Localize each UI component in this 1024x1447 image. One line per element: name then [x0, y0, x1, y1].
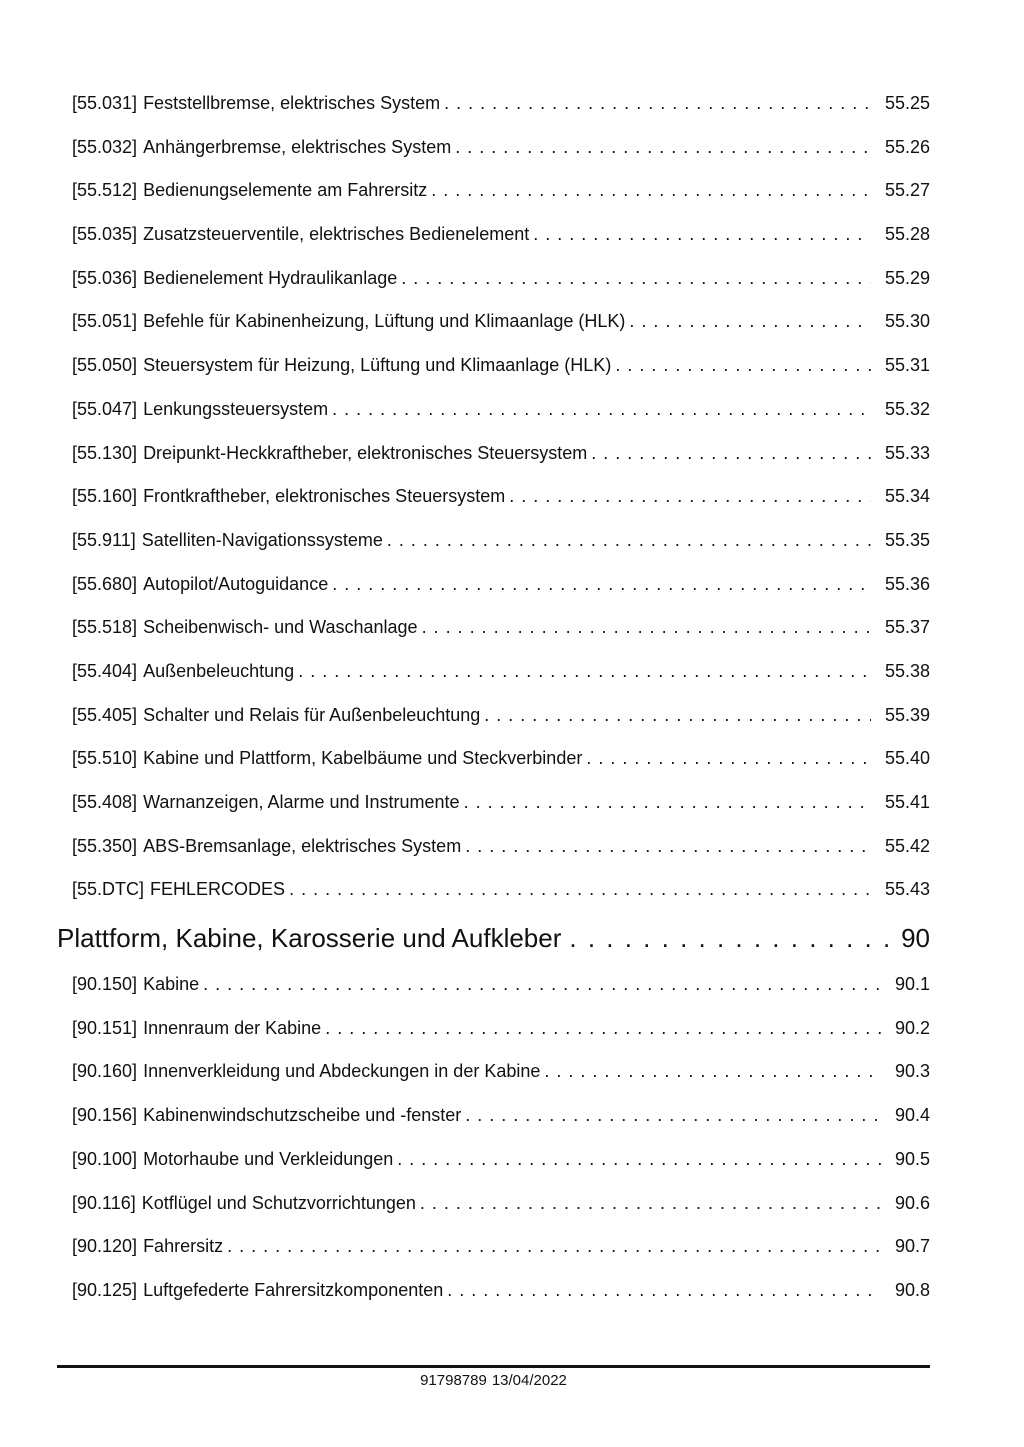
- entry-section-code: [90.125]: [72, 1279, 138, 1300]
- entry-page-number: 90.8: [894, 1279, 930, 1300]
- toc-entry: [72, 574, 930, 594]
- entry-page-number: 90.4: [894, 1105, 930, 1126]
- dot-leader: [332, 399, 871, 419]
- chapter-page-number: 90: [901, 923, 930, 954]
- dot-leader: [332, 574, 871, 594]
- entry-title: Bedienelement Hydraulikanlage: [143, 267, 398, 288]
- entry-section-code: [90.151]: [72, 1017, 138, 1038]
- dot-leader: [544, 1061, 881, 1081]
- dot-leader: [444, 93, 871, 113]
- toc-entry: [72, 1236, 930, 1256]
- dot-leader: [465, 836, 871, 856]
- entry-section-code: [90.100]: [72, 1148, 138, 1169]
- dot-leader: [464, 792, 871, 812]
- entry-page-number: 55.26: [884, 136, 930, 157]
- toc-entry: [72, 661, 930, 681]
- entry-title: Anhängerbremse, elektrisches System: [143, 136, 452, 157]
- entry-page-number: 55.33: [884, 442, 930, 463]
- entry-section-code: [90.160]: [72, 1061, 138, 1082]
- entry-section-code: [55.512]: [72, 180, 138, 201]
- toc-list: [57, 93, 930, 1300]
- entry-title: Feststellbremse, elektrisches System: [143, 93, 441, 113]
- entry-section-code: [55.032]: [72, 136, 138, 157]
- entry-page-number: 55.34: [884, 486, 930, 507]
- dot-leader: [325, 1018, 881, 1038]
- toc-entry: [72, 1018, 930, 1038]
- entry-section-code: [55.405]: [72, 704, 138, 725]
- dot-leader: [569, 923, 891, 953]
- toc-entry: [72, 224, 930, 244]
- entry-page-number: 55.37: [884, 617, 930, 638]
- dot-leader: [401, 268, 871, 288]
- entry-section-code: [90.156]: [72, 1105, 138, 1126]
- entry-title: Schalter und Relais für Außenbeleuchtung: [143, 704, 481, 725]
- toc-entry: [72, 748, 930, 768]
- page-footer: [57, 1365, 930, 1390]
- entry-page-number: 55.41: [884, 792, 930, 812]
- toc-entry: [72, 93, 930, 113]
- document-number: 91798789: [420, 1372, 487, 1389]
- entry-section-code: [55.911]: [72, 529, 136, 550]
- dot-leader: [484, 705, 871, 725]
- entry-page-number: 90.7: [894, 1236, 930, 1257]
- entry-page-number: 55.42: [884, 835, 930, 856]
- entry-section-code: [55.050]: [72, 355, 138, 376]
- entry-page-number: 55.43: [884, 879, 930, 900]
- dot-leader: [615, 355, 871, 375]
- entry-title: Lenkungssteuersystem: [143, 398, 329, 419]
- toc-entry: [72, 879, 930, 899]
- dot-leader: [629, 311, 871, 331]
- revision-date: 13/04/2022: [491, 1372, 567, 1389]
- entry-page-number: 55.30: [884, 311, 930, 332]
- toc-entry: [72, 1149, 930, 1169]
- entry-section-code: [55.051]: [72, 311, 138, 332]
- entry-section-code: [55.510]: [72, 748, 138, 769]
- entry-title: Befehle für Kabinenheizung, Lüftung und Klimaanlage (HLK): [143, 311, 626, 332]
- toc-entry: [72, 617, 930, 637]
- entry-title: Außenbeleuchtung: [143, 660, 295, 681]
- dot-leader: [203, 974, 881, 994]
- toc-entry: [72, 399, 930, 419]
- entry-section-code: [90.150]: [72, 974, 138, 995]
- entry-section-code: [55.680]: [72, 573, 138, 594]
- entry-page-number: 55.25: [884, 93, 930, 113]
- footer-rule: [57, 1365, 930, 1368]
- entry-page-number: 55.36: [884, 573, 930, 594]
- entry-title: FEHLERCODES: [150, 879, 286, 900]
- entry-section-code: [90.120]: [72, 1236, 138, 1257]
- entry-page-number: 55.28: [884, 224, 930, 245]
- toc-entry: [72, 311, 930, 331]
- entry-page-number: 55.38: [884, 660, 930, 681]
- dot-leader: [509, 486, 871, 506]
- entry-title: Scheibenwisch- und Waschanlage: [143, 617, 418, 638]
- dot-leader: [586, 748, 871, 768]
- toc-entry: [72, 443, 930, 463]
- entry-title: Steuersystem für Heizung, Lüftung und Klimaanlage (HLK): [143, 355, 612, 376]
- toc-chapter-heading: [57, 923, 930, 953]
- entry-section-code: [55.036]: [72, 267, 138, 288]
- entry-page-number: 90.2: [894, 1017, 930, 1038]
- dot-leader: [289, 879, 871, 899]
- dot-leader: [431, 180, 871, 200]
- entry-section-code: [55.035]: [72, 224, 138, 245]
- toc-entry: [72, 836, 930, 856]
- toc-entry: [72, 1061, 930, 1081]
- entry-title: Innenraum der Kabine: [143, 1017, 322, 1038]
- entry-page-number: 55.32: [884, 398, 930, 419]
- dot-leader: [447, 1280, 881, 1300]
- entry-title: Kabine: [143, 974, 200, 995]
- entry-title: Kotflügel und Schutzvorrichtungen: [141, 1192, 416, 1213]
- dot-leader: [387, 530, 871, 550]
- dot-leader: [298, 661, 871, 681]
- dot-leader: [420, 1193, 881, 1213]
- entry-section-code: [55.350]: [72, 835, 138, 856]
- entry-title: Autopilot/Autoguidance: [143, 573, 329, 594]
- entry-page-number: 55.40: [884, 748, 930, 769]
- dot-leader: [227, 1236, 881, 1256]
- dot-leader: [465, 1105, 881, 1125]
- toc-entry: [72, 1193, 930, 1213]
- entry-page-number: 90.5: [894, 1148, 930, 1169]
- entry-section-code: [55.404]: [72, 660, 138, 681]
- toc-entry: [72, 974, 930, 994]
- entry-title: Fahrersitz: [143, 1236, 224, 1257]
- toc-entry: [72, 486, 930, 506]
- footer-text: [57, 1372, 930, 1390]
- entry-page-number: 90.6: [894, 1192, 930, 1213]
- entry-title: Satelliten-Navigationssysteme: [141, 529, 383, 550]
- dot-leader: [591, 443, 871, 463]
- entry-page-number: 55.35: [884, 529, 930, 550]
- entry-page-number: 55.31: [884, 355, 930, 376]
- toc-entry: [72, 792, 930, 812]
- toc-entry: [72, 268, 930, 288]
- entry-page-number: 55.27: [884, 180, 930, 201]
- entry-title: Dreipunkt-Heckkraftheber, elektronisches Steuersystem: [143, 442, 588, 463]
- entry-title: Frontkraftheber, elektronisches Steuersystem: [143, 486, 506, 507]
- dot-leader: [397, 1149, 881, 1169]
- toc-entry: [72, 1105, 930, 1125]
- toc-entry: [72, 530, 930, 550]
- entry-title: Zusatzsteuerventile, elektrisches Bedienelement: [143, 224, 530, 245]
- entry-section-code: [55.DTC]: [72, 879, 145, 900]
- entry-title: Warnanzeigen, Alarme und Instrumente: [143, 792, 460, 812]
- toc-entry: [72, 180, 930, 200]
- entry-section-code: [55.047]: [72, 398, 138, 419]
- entry-title: Kabine und Plattform, Kabelbäume und Steckverbinder: [143, 748, 583, 769]
- entry-page-number: 90.1: [894, 974, 930, 995]
- entry-title: ABS-Bremsanlage, elektrisches System: [143, 835, 462, 856]
- entry-title: Innenverkleidung und Abdeckungen in der Kabine: [143, 1061, 541, 1082]
- entry-title: Motorhaube und Verkleidungen: [143, 1148, 394, 1169]
- entry-title: Kabinenwindschutzscheibe und -fenster: [143, 1105, 462, 1126]
- entry-section-code: [90.116]: [72, 1192, 136, 1213]
- entry-section-code: [55.408]: [72, 792, 138, 812]
- toc-entry: [72, 1280, 930, 1300]
- entry-title: Bedienungselemente am Fahrersitz: [143, 180, 428, 201]
- dot-leader: [422, 617, 871, 637]
- dot-leader: [455, 137, 871, 157]
- toc-entry: [72, 355, 930, 375]
- entry-section-code: [55.031]: [72, 93, 138, 113]
- toc-entry: [72, 137, 930, 157]
- entry-page-number: 90.3: [894, 1061, 930, 1082]
- entry-section-code: [55.518]: [72, 617, 138, 638]
- chapter-title: Plattform, Kabine, Karosserie und Aufkleber: [57, 923, 562, 954]
- entry-section-code: [55.130]: [72, 442, 138, 463]
- entry-title: Luftgefederte Fahrersitzkomponenten: [143, 1279, 444, 1300]
- entry-page-number: 55.29: [884, 267, 930, 288]
- entry-page-number: 55.39: [884, 704, 930, 725]
- dot-leader: [533, 224, 871, 244]
- entry-section-code: [55.160]: [72, 486, 138, 507]
- toc-entry: [72, 705, 930, 725]
